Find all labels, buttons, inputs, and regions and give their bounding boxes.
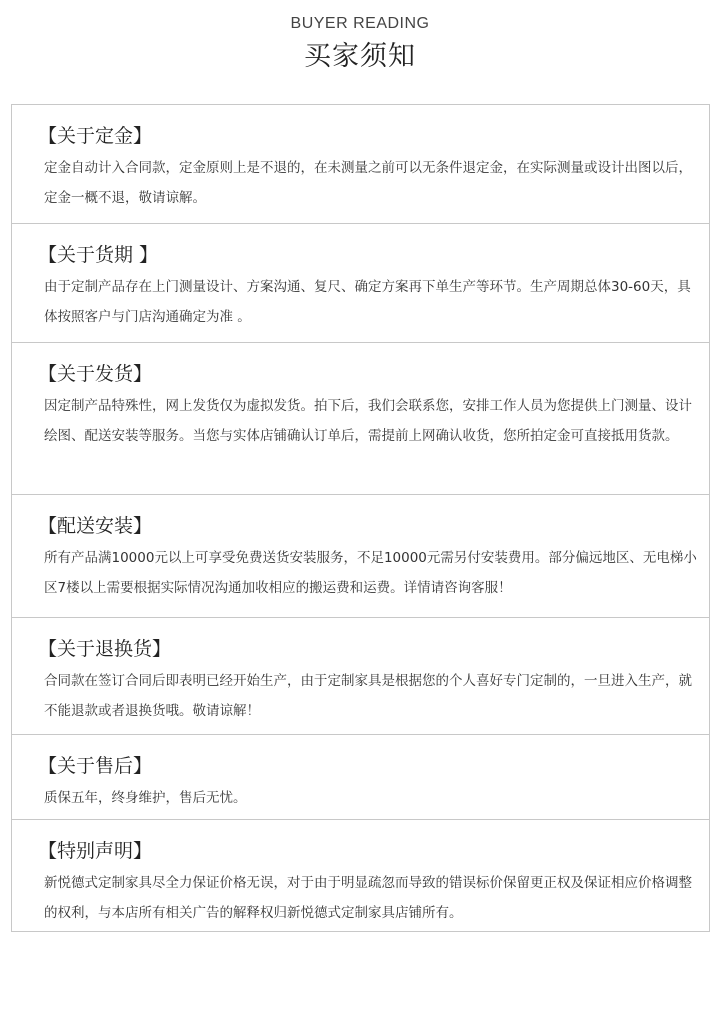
page-subtitle: BUYER READING [290,15,430,32]
section-body: 合同款在签订合同后即表明已经开始生产，由于定制家具是根据您的个人喜好专门定制的，一旦进入生产，就不能退款或者退换货哦。敬请谅解！ [44,673,692,719]
notice-box [11,104,710,932]
section-delivery-time [12,224,709,343]
section-shipping [12,343,709,495]
section-after-sales [12,735,709,820]
section-body: 因定制产品特殊性，网上发货仅为虚拟发货。拍下后，我们会联系您，安排工作人员为您提供上门测量、设计绘图、配送安装等服务。当您与实体店铺确认订单后，需提前上网确认收货，您所拍定金可直接抵用货款。 [44,398,692,444]
section-title: 【配送安装】 [38,515,153,537]
section-body: 所有产品满10000元以上可享受免费送货安装服务，不足10000元需另付安装费用。部分偏远地区、无电梯小区7楼以上需要根据实际情况沟通加收相应的搬运费和运费。详情请咨询客服！ [44,550,697,596]
page-header [0,0,720,74]
section-returns [12,618,709,735]
section-body: 定金自动计入合同款，定金原则上是不退的，在未测量之前可以无条件退定金，在实际测量或设计出图以后，定金一概不退，敬请谅解。 [44,160,692,206]
section-title: 【关于货期 】 [38,244,159,266]
section-body: 由于定制产品存在上门测量设计、方案沟通、复尺、确定方案再下单生产等环节。生产周期总体30-60天，具体按照客户与门店沟通确定为准 。 [44,279,691,325]
section-title: 【特别声明】 [38,840,153,862]
section-title: 【关于定金】 [38,125,153,147]
page-title: 买家须知 [304,41,416,72]
section-title: 【关于发货】 [38,363,153,385]
section-body: 质保五年，终身维护，售后无忧。 [44,790,247,806]
section-title: 【关于退换货】 [38,638,172,660]
section-special-statement [12,820,709,931]
section-body: 新悦德式定制家具尽全力保证价格无误，对于由于明显疏忽而导致的错误标价保留更正权及保证相应价格调整的权利，与本店所有相关广告的解释权归新悦德式定制家具店铺所有。 [44,875,692,921]
section-installation [12,495,709,618]
section-deposit [12,105,709,224]
section-title: 【关于售后】 [38,755,153,777]
